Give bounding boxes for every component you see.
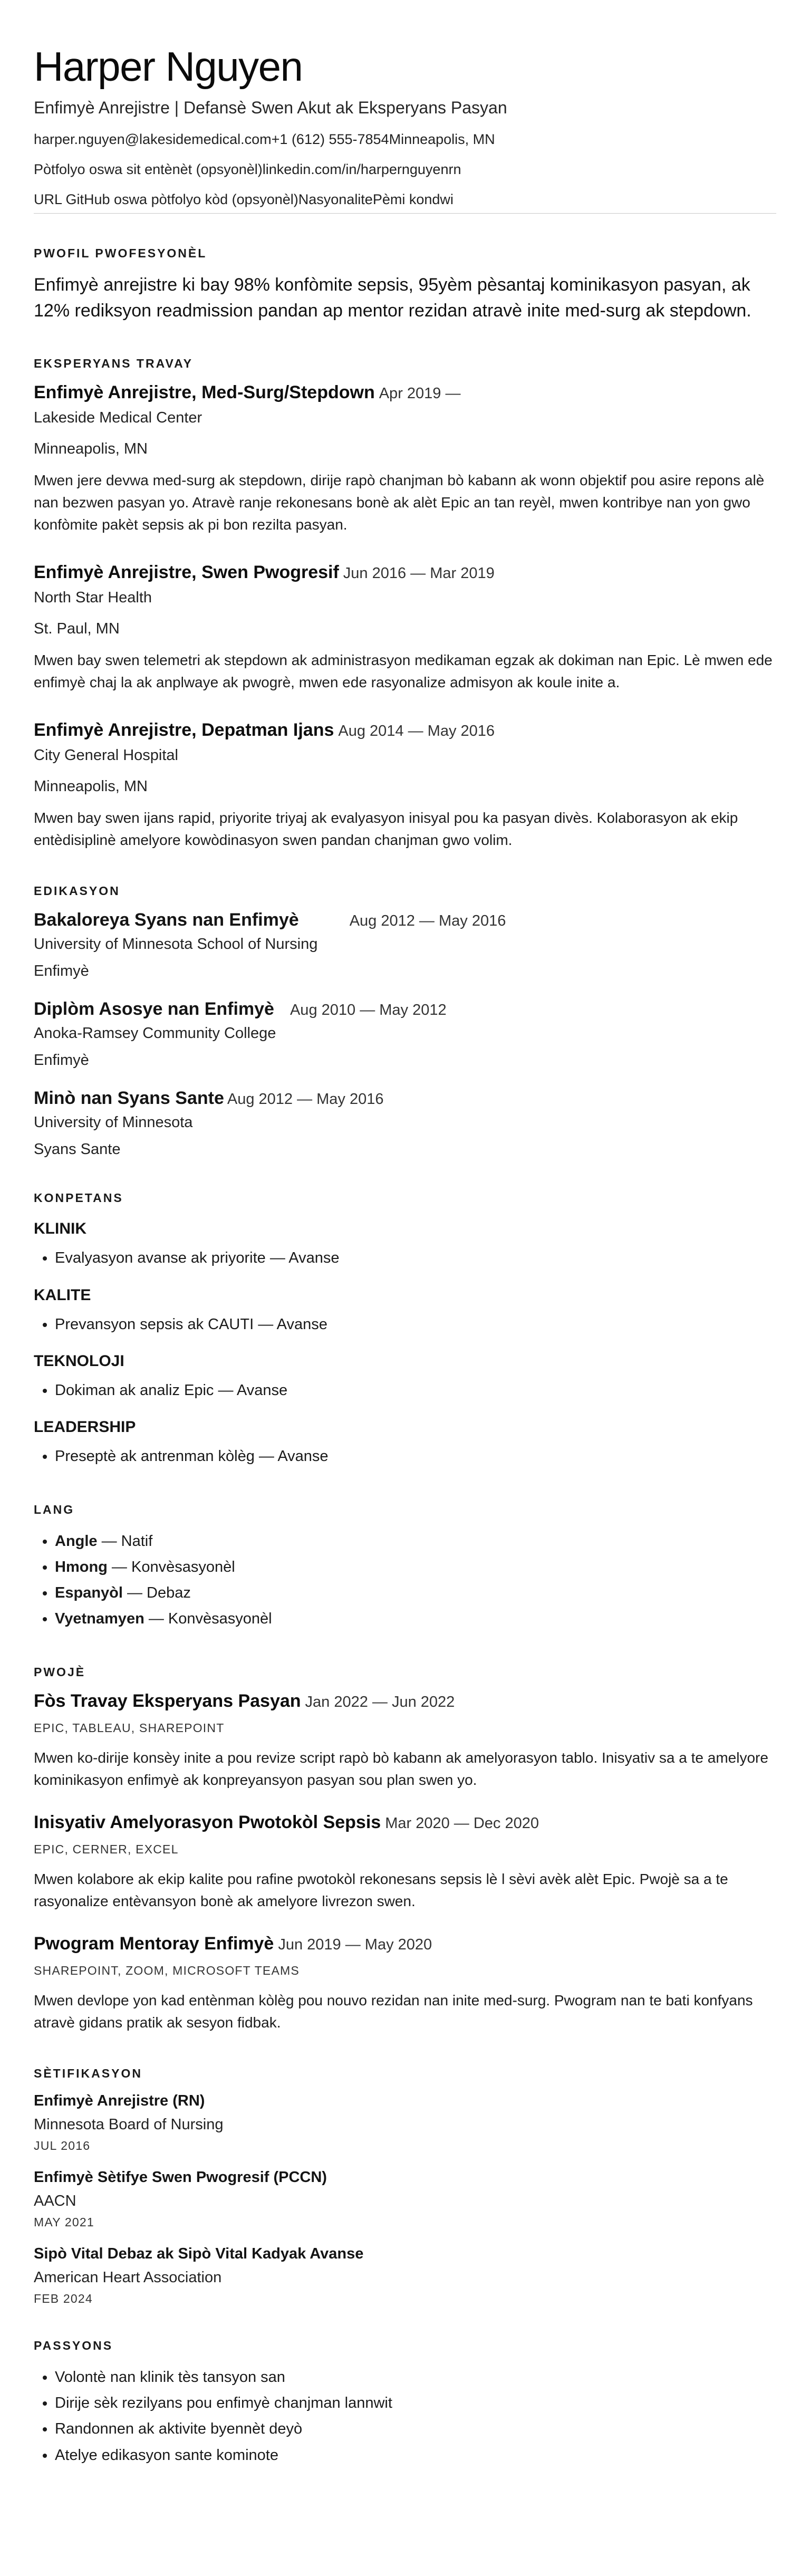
experience-dates: Apr 2019 — <box>379 385 461 402</box>
education-heading <box>34 999 776 1020</box>
interest-item: • Randonnen ak aktivite byennèt deyò <box>55 2416 776 2442</box>
project-dates: Jan 2022 — Jun 2022 <box>305 1693 455 1710</box>
projects-section <box>34 1665 776 2034</box>
certification-entry <box>34 2245 776 2306</box>
education-field: Enfimyè <box>34 963 89 980</box>
language-level: — Natif <box>97 1532 153 1550</box>
education-degree: Diplòm Asosye nan Enfimyè <box>34 999 274 1020</box>
education-field: Syans Sante <box>34 1141 121 1158</box>
language-level: — Debaz <box>122 1584 191 1602</box>
interest-item: • Volontè nan klinik tès tansyon san <box>55 2364 776 2390</box>
experience-description: Mwen bay swen telemetri ak stepdown ak administrasyon medikaman egzak ak dokiman nan Epic. Lè mwen ede enfimyè chaj la ak anplwaye ak pwogrè, mwen ede rasyonalize admisyon ak koule inite a. <box>34 652 773 691</box>
skills-section <box>34 1191 776 1469</box>
project-tags: EPIC, CERNER, EXCEL <box>34 1842 179 1856</box>
candidate-headline: Enfimyè Anrejistre | Defansè Swen Akut ak Eksperyans Pasyan <box>34 98 507 117</box>
skill-category <box>34 1352 776 1404</box>
education-dates: Aug 2012 — May 2016 <box>227 1091 384 1108</box>
education-heading <box>34 1088 776 1109</box>
skill-item: • Preseptè ak antrenman kòlèg — Avanse <box>55 1444 776 1469</box>
experience-role: Enfimyè Anrejistre, Med-Surg/Stepdown <box>34 382 375 403</box>
project-name: Inisyativ Amelyorasyon Pwotokòl Sepsis <box>34 1812 381 1832</box>
interests-section <box>34 2339 776 2468</box>
certification-org: American Heart Association <box>34 2269 222 2286</box>
language-item <box>55 1580 776 1606</box>
experience-location: Minneapolis, MN <box>34 440 148 458</box>
certification-org: Minnesota Board of Nursing <box>34 2116 224 2133</box>
language-level: — Konvèsasyonèl <box>107 1558 235 1575</box>
certification-name: Enfimyè Sètifye Swen Pwogresif (PCCN) <box>34 2168 327 2186</box>
project-heading <box>34 1934 776 1954</box>
resume-header <box>34 44 776 214</box>
contact-location: Minneapolis, MN <box>389 131 495 147</box>
project-entry <box>34 1934 776 2034</box>
language-item <box>55 1529 776 1554</box>
contact-row-3 <box>34 191 776 208</box>
certification-name: Enfimyè Anrejistre (RN) <box>34 2092 205 2109</box>
skill-item: • Evalyasyon avanse ak priyorite — Avanse <box>55 1245 776 1271</box>
interest-list <box>34 2364 776 2468</box>
contact-row-1 <box>34 131 776 148</box>
skill-category-name: LEADERSHIP <box>34 1418 136 1436</box>
education-heading <box>34 910 776 930</box>
section-title: EKSPERYANS TRAVAY <box>34 357 193 371</box>
experience-role: Enfimyè Anrejistre, Swen Pwogresif <box>34 562 339 583</box>
education-dates: Aug 2010 — May 2012 <box>290 1002 447 1019</box>
experience-org: North Star Health <box>34 589 152 607</box>
experience-org: City General Hospital <box>34 747 178 764</box>
project-dates: Mar 2020 — Dec 2020 <box>385 1814 539 1832</box>
skill-category-name: KALITE <box>34 1286 91 1304</box>
project-name: Pwogram Mentoray Enfimyè <box>34 1933 274 1954</box>
interest-item: • Dirije sèk rezilyans pou enfimyè chanjman lannwit <box>55 2390 776 2416</box>
contact-license: Pèmi kondwi <box>372 191 454 207</box>
education-field: Enfimyè <box>34 1052 89 1069</box>
experience-entry <box>34 720 776 851</box>
section-title: EDIKASYON <box>34 884 120 898</box>
experience-description: Mwen bay swen ijans rapid, priyorite triyaj ak evalyasyon inisyal pou ka pasyan divès. Kolaborasyon ak ekip entèdisiplinè amelyore kowòdinasyon swen pandan chanjman gwo volim. <box>34 810 738 849</box>
experience-heading <box>34 382 776 403</box>
experience-org: Lakeside Medical Center <box>34 409 202 427</box>
language-name: Espanyòl <box>55 1584 123 1602</box>
section-title: LANG <box>34 1502 75 1516</box>
certification-name: Sipò Vital Debaz ak Sipò Vital Kadyak Avanse <box>34 2245 364 2262</box>
skill-list <box>34 1378 776 1404</box>
experience-role: Enfimyè Anrejistre, Depatman Ijans <box>34 720 334 741</box>
skill-list <box>34 1312 776 1338</box>
skill-category <box>34 1220 776 1271</box>
skill-category <box>34 1418 776 1469</box>
experience-entry <box>34 382 776 536</box>
section-title: PWOJÈ <box>34 1665 86 1679</box>
skill-item: • Dokiman ak analiz Epic — Avanse <box>55 1378 776 1404</box>
language-item <box>55 1554 776 1580</box>
languages-section <box>34 1503 776 1632</box>
certification-entry <box>34 2169 776 2229</box>
language-item <box>55 1606 776 1632</box>
education-section <box>34 884 776 1158</box>
project-entry <box>34 1691 776 1791</box>
language-list <box>34 1529 776 1632</box>
project-tags: EPIC, TABLEAU, SHAREPOINT <box>34 1720 225 1735</box>
contact-phone[interactable]: +1 (612) 555-7854 <box>271 131 389 147</box>
certification-date: FEB 2024 <box>34 2291 93 2305</box>
summary-text: Enfimyè anrejistre ki bay 98% konfòmite sepsis, 95yèm pèsantaj kominikasyon pasyan, ak 12% rediksyon readmission pandan ap mentor rezidan atravè inite med-surg ak stepdown. <box>34 274 751 321</box>
language-name: Hmong <box>55 1558 108 1575</box>
experience-dates: Jun 2016 — Mar 2019 <box>343 565 495 582</box>
contact-email[interactable]: harper.nguyen@lakesidemedical.com <box>34 131 272 147</box>
skill-item: • Prevansyon sepsis ak CAUTI — Avanse <box>55 1312 776 1338</box>
language-name: Angle <box>55 1532 98 1550</box>
experience-heading <box>34 720 776 741</box>
project-entry <box>34 1812 776 1912</box>
education-school: University of Minnesota <box>34 1114 193 1131</box>
language-level: — Konvèsasyonèl <box>144 1610 272 1628</box>
education-school: Anoka-Ramsey Community College <box>34 1025 276 1042</box>
certification-date: MAY 2021 <box>34 2215 94 2229</box>
certification-entry <box>34 2092 776 2153</box>
education-degree: Bakaloreya Syans nan Enfimyè <box>34 910 299 930</box>
experience-location: St. Paul, MN <box>34 620 120 638</box>
project-heading <box>34 1691 776 1712</box>
certifications-section <box>34 2066 776 2306</box>
section-title: KONPETANS <box>34 1191 123 1205</box>
skill-category <box>34 1286 776 1338</box>
education-degree: Minò nan Syans Sante <box>34 1088 224 1109</box>
contact-row-2 <box>34 161 776 178</box>
project-heading <box>34 1812 776 1833</box>
contact-portfolio[interactable]: Pòtfolyo oswa sit entènèt (opsyonèl) <box>34 161 263 177</box>
summary-section <box>34 246 776 324</box>
contact-nationality: Nasyonalite <box>298 191 373 207</box>
project-dates: Jun 2019 — May 2020 <box>278 1936 432 1953</box>
project-name: Fòs Travay Eksperyans Pasyan <box>34 1690 301 1711</box>
experience-entry <box>34 562 776 694</box>
interest-item: • Atelye edikasyon sante kominote <box>55 2443 776 2468</box>
contact-linkedin[interactable]: linkedin.com/in/harpernguyenrn <box>262 161 461 177</box>
certification-org: AACN <box>34 2192 76 2209</box>
section-title: PASSYONS <box>34 2338 113 2352</box>
contact-github[interactable]: URL GitHub oswa pòtfolyo kòd (opsyonèl) <box>34 191 298 207</box>
experience-dates: Aug 2014 — May 2016 <box>338 723 495 740</box>
skill-category-name: KLINIK <box>34 1220 86 1238</box>
certification-date: JUL 2016 <box>34 2138 91 2152</box>
education-school: University of Minnesota School of Nursing <box>34 936 318 953</box>
education-entry <box>34 999 776 1069</box>
experience-heading <box>34 562 776 583</box>
experience-location: Minneapolis, MN <box>34 778 148 795</box>
education-entry <box>34 1088 776 1158</box>
education-entry <box>34 910 776 980</box>
section-title: SÈTIFIKASYON <box>34 2066 142 2080</box>
project-description: Mwen ko-dirije konsèy inite a pou revize script rapò bò kabann ak amelyorasyon tablo. Inisyativ sa a te amelyore kominikasyon enfimyè ak konpreyansyon pasyan sou plan swen yo. <box>34 1749 768 1788</box>
project-tags: SHAREPOINT, ZOOM, MICROSOFT TEAMS <box>34 1963 300 1977</box>
language-name: Vyetnamyen <box>55 1610 144 1628</box>
education-dates: Aug 2012 — May 2016 <box>349 912 506 930</box>
skill-list <box>34 1444 776 1469</box>
candidate-name: Harper Nguyen <box>34 43 303 90</box>
experience-description: Mwen jere devwa med-surg ak stepdown, dirije rapò chanjman bò kabann ak wonn objektif pou asire repons alè nan bezwen pasyan yo. Atravè ranje rekonesans bonè ak alèt Epic an tan reyèl, mwen kontribye nan yon gwo konfòmite pakèt sepsis ak pi bon rezilta pasyan. <box>34 472 765 533</box>
section-title: PWOFIL PWOFESYONÈL <box>34 246 207 260</box>
skill-category-name: TEKNOLOJI <box>34 1352 124 1370</box>
skill-list <box>34 1245 776 1271</box>
experience-section <box>34 357 776 851</box>
project-description: Mwen kolabore ak ekip kalite pou rafine pwotokòl rekonesans sepsis lè l sèvi avèk alèt Epic. Pwojè sa a te rasyonalize entèvansyon bonè ak amelyore livrezon swen. <box>34 1870 728 1909</box>
header-divider <box>34 213 776 214</box>
project-description: Mwen devlope yon kad entènman kòlèg pou nouvo rezidan nan inite med-surg. Pwogram nan te bati konfyans atravè gidans pratik ak sesyon fidbak. <box>34 1992 753 2031</box>
